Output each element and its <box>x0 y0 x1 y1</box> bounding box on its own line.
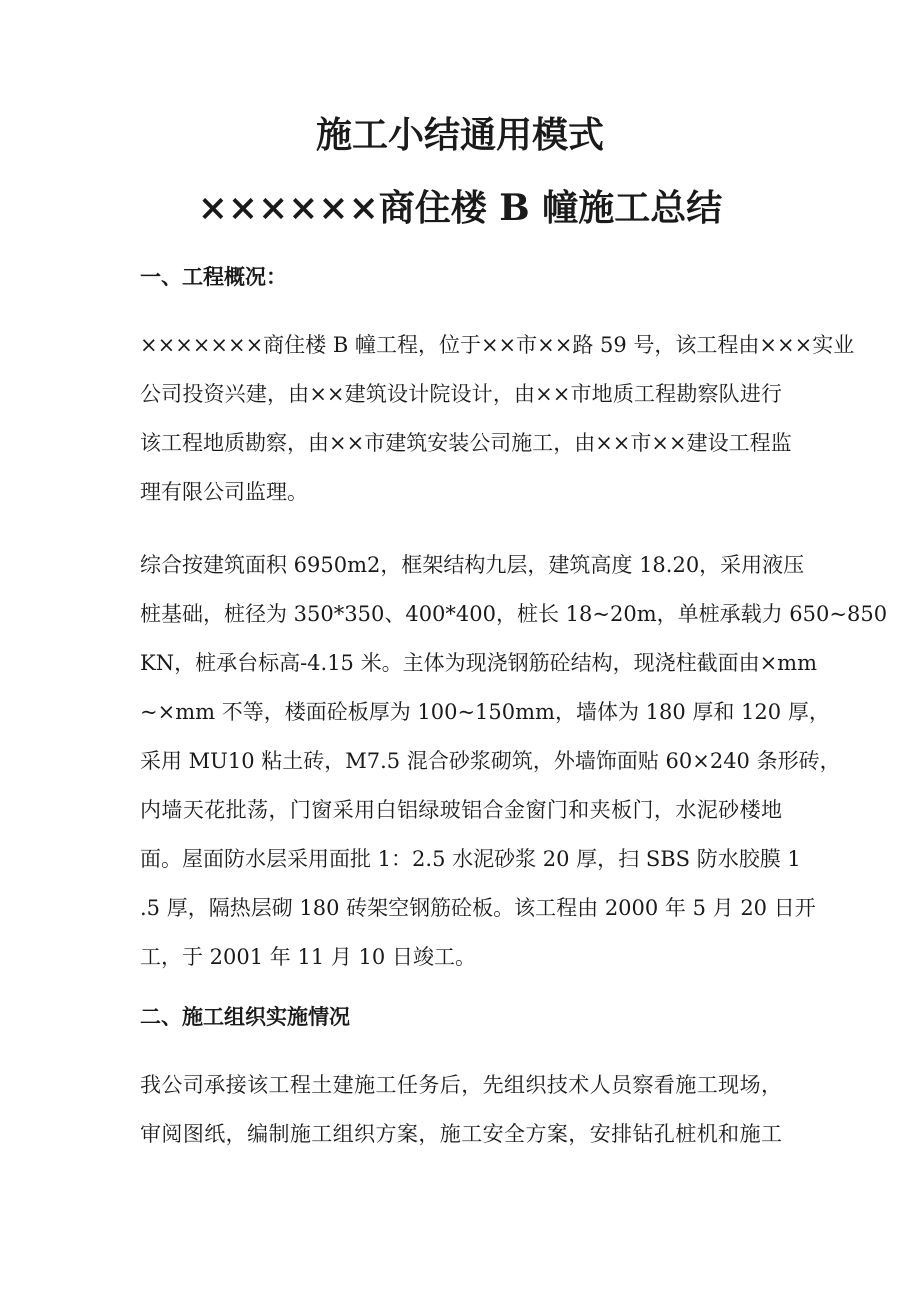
paragraph-project-parties <box>140 321 855 517</box>
section-heading-organization: 二、施工组织实施情况 <box>140 1004 350 1029</box>
text-line: 理有限公司监理。 <box>140 480 308 504</box>
text-line: ×××××××商住楼 B 幢工程，位于××市××路 59 号，该工程由×××实业 <box>140 333 855 357</box>
text-line: 采用 MU10 粘土砖，M7.5 混合砂浆砌筑，外墙饰面贴 60×240 条形砖， <box>140 749 841 773</box>
paragraph-organization <box>140 1061 782 1159</box>
text-line: KN，桩承台标高-4.15 米。主体为现浇钢筋砼结构，现浇柱截面由×mm <box>140 651 818 675</box>
text-line: .5 厚，隔热层砌 180 砖架空钢筋砼板。该工程由 2000 年 5 月 20 日开 <box>140 896 816 920</box>
text-line: 工，于 2001 年 11 月 10 日竣工。 <box>140 945 476 969</box>
section-heading-overview: 一、工程概况： <box>140 264 287 289</box>
text-line: 桩基础，桩径为 350*350、400*400，桩长 18~20m，单桩承载力 650~850 <box>140 602 888 626</box>
text-line: 内墙天花批荡，门窗采用白铝绿玻铝合金窗门和夹板门，水泥砂楼地 <box>140 798 782 822</box>
text-line: 公司投资兴建，由××建筑设计院设计，由××市地质工程勘察队进行 <box>140 382 782 406</box>
text-line: 审阅图纸，编制施工组织方案，施工安全方案，安排钻孔桩机和施工 <box>140 1122 782 1146</box>
text-line: 该工程地质勘察，由××市建筑安装公司施工，由××市××建设工程监 <box>140 431 792 455</box>
paragraph-project-specs <box>140 541 888 982</box>
text-line: 我公司承接该工程土建施工任务后，先组织技术人员察看施工现场， <box>140 1073 782 1097</box>
document-title: 施工小结通用模式 <box>315 114 604 156</box>
text-line: 综合按建筑面积 6950m2，框架结构九层，建筑高度 18.20，采用液压 <box>140 553 805 577</box>
text-line: 面。屋面防水层采用面批 1：2.5 水泥砂浆 20 厚，扫 SBS 防水胶膜 1 <box>140 847 801 871</box>
document-subtitle: ××××××商住楼 B 幢施工总结 <box>197 187 723 229</box>
text-line: ~×mm 不等，楼面砼板厚为 100~150mm，墙体为 180 厚和 120 厚， <box>140 700 830 724</box>
